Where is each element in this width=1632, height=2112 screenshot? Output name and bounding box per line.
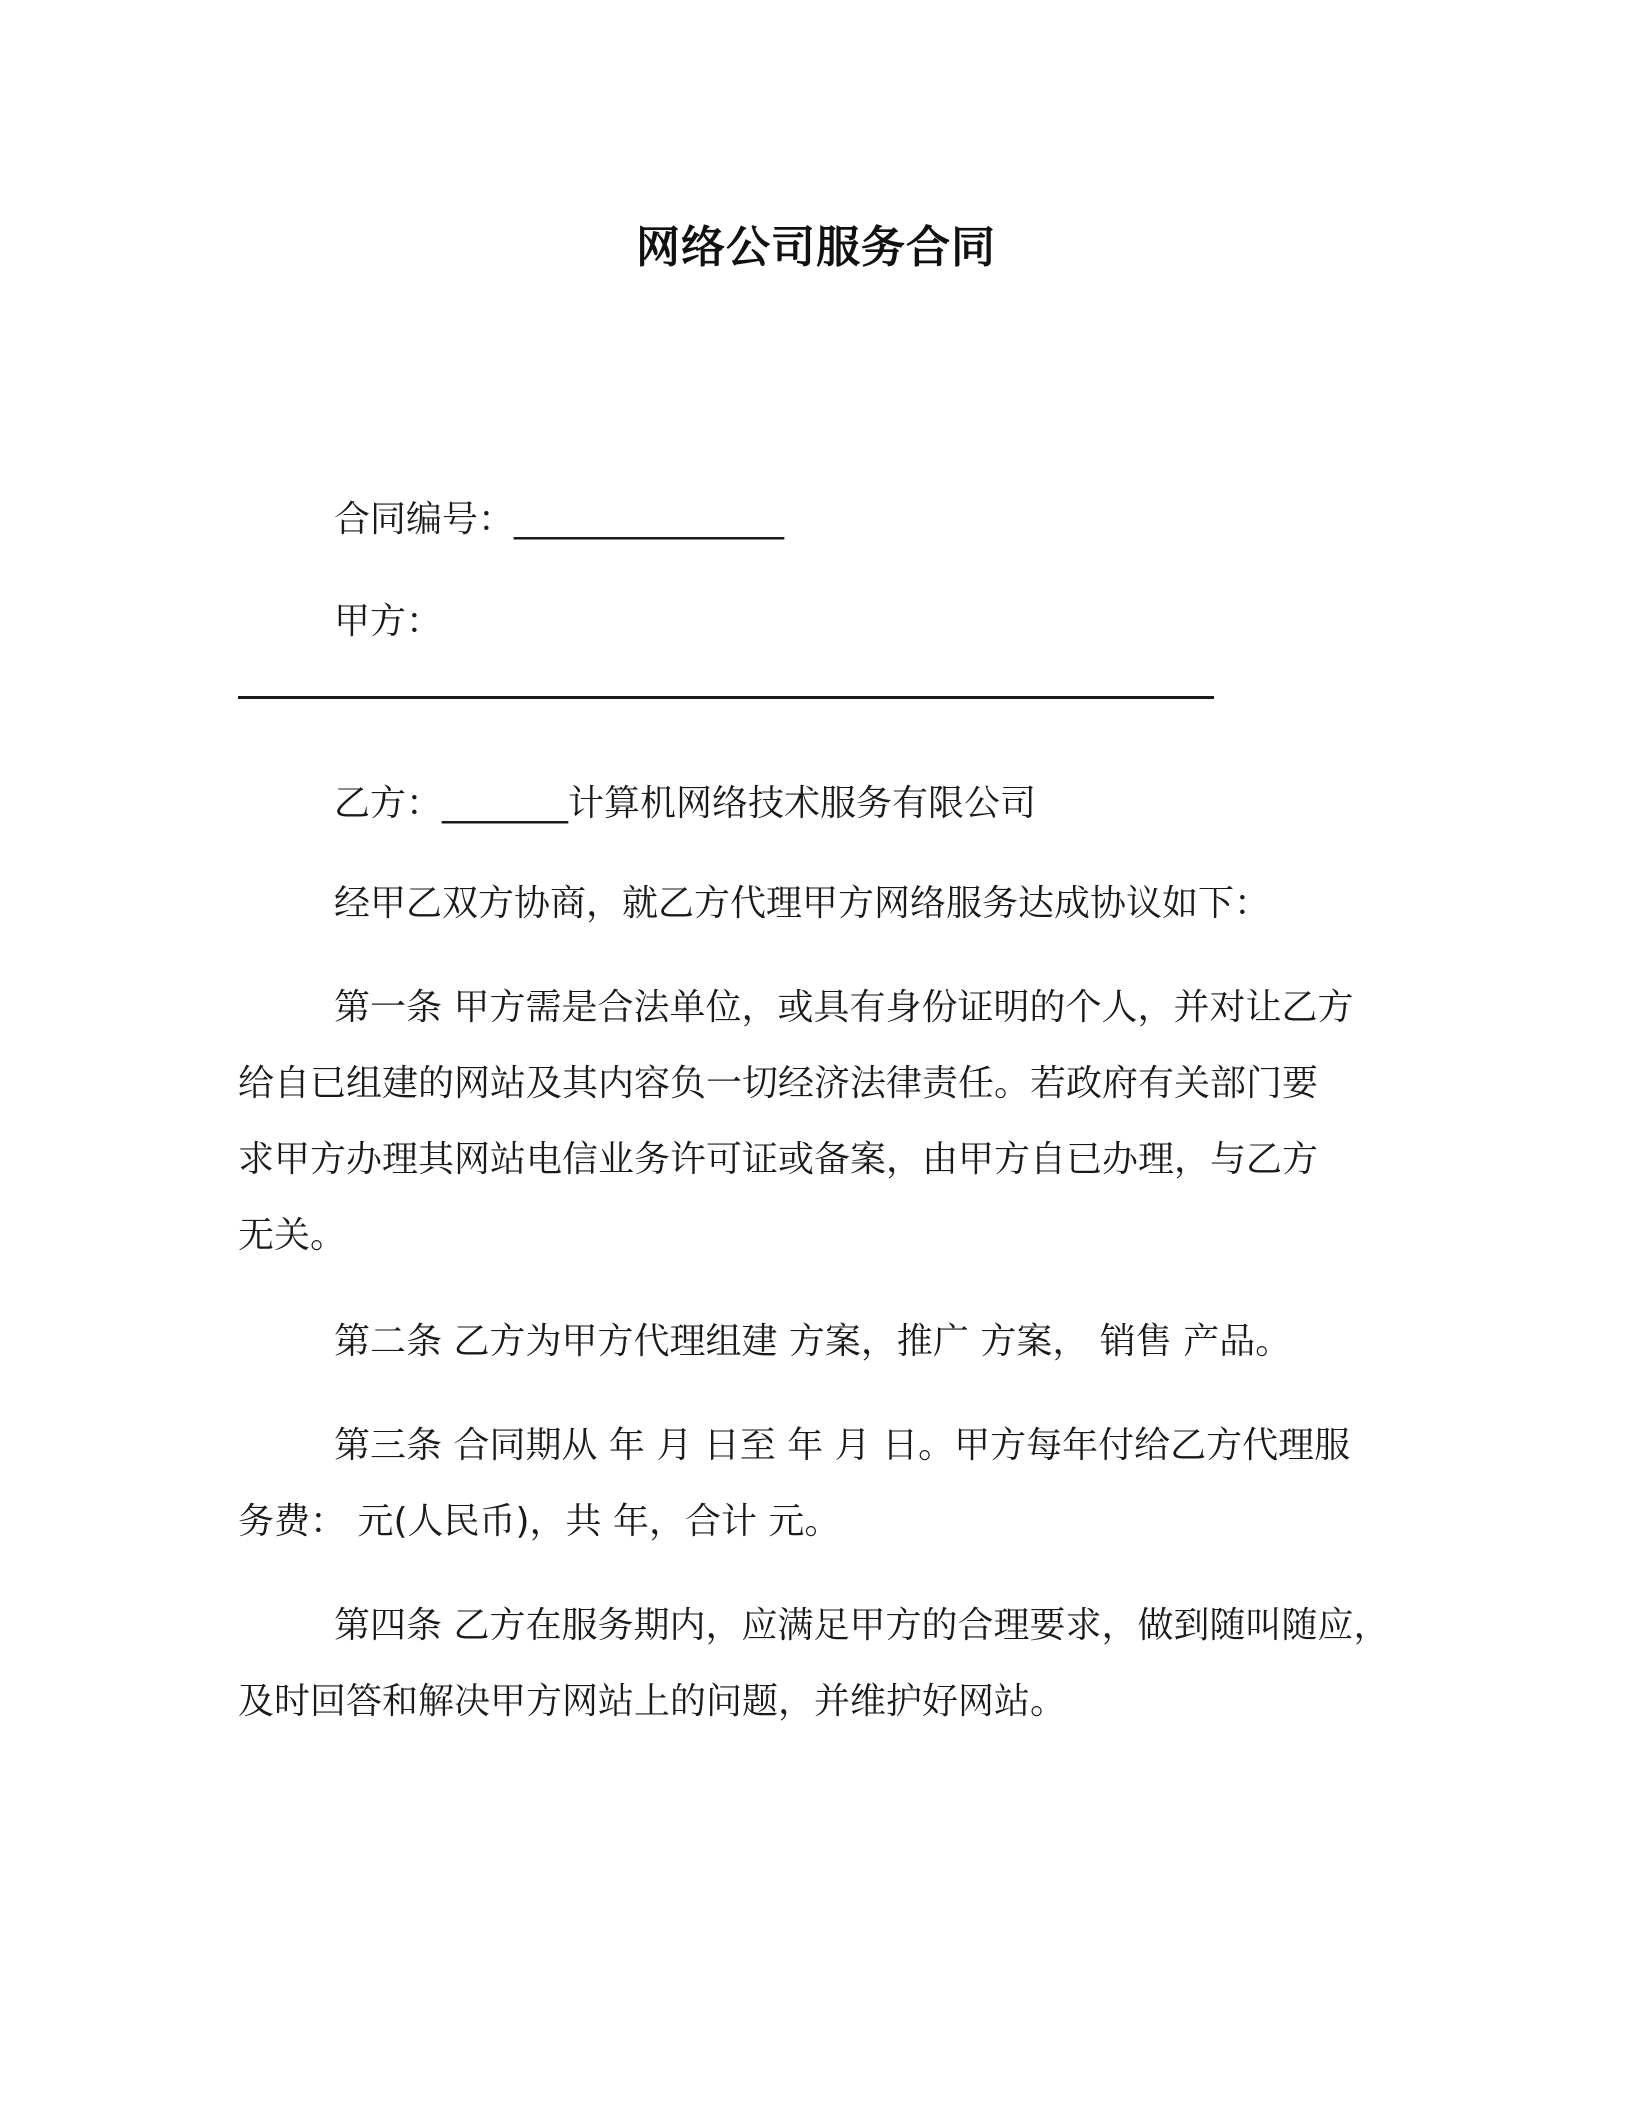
party-a-blank-line [238, 696, 1214, 699]
article1-line: 求甲方办理其网站电信业务许可证或备案，由甲方自已办理，与乙方 [238, 1139, 1319, 1180]
article4-line: 及时回答和解决甲方网站上的问题，并维护好网站。 [238, 1681, 1067, 1722]
article2-paragraph: 第二条 乙方为甲方代理组建 方案，推广 方案， 销售 产品。 [334, 1321, 1292, 1362]
article1-line: 给自已组建的网站及其内容负一切经济法律责任。若政府有关部门要 [238, 1063, 1319, 1104]
party-b-line: 乙方：_______计算机网络技术服务有限公司 [334, 783, 1037, 824]
document-title: 网络公司服务合同 [636, 222, 996, 273]
article1-line: 第一条 甲方需是合法单位，或具有身份证明的个人，并对让乙方 [334, 987, 1354, 1028]
contract-number-field: 合同编号：_______________ [334, 499, 785, 540]
preamble-paragraph: 经甲乙双方协商，就乙方代理甲方网络服务达成协议如下： [334, 883, 1271, 924]
article4-line: 第四条 乙方在服务期内，应满足甲方的合理要求，做到随叫随应， [334, 1605, 1390, 1646]
article3-line: 第三条 合同期从 年 月 日至 年 月 日。甲方每年付给乙方代理服 [334, 1425, 1351, 1466]
article1-line: 无关。 [238, 1215, 347, 1256]
article3-line: 务费： 元(人民币)，共 年，合计 元。 [238, 1501, 841, 1542]
party-a-label: 甲方： [334, 601, 443, 642]
